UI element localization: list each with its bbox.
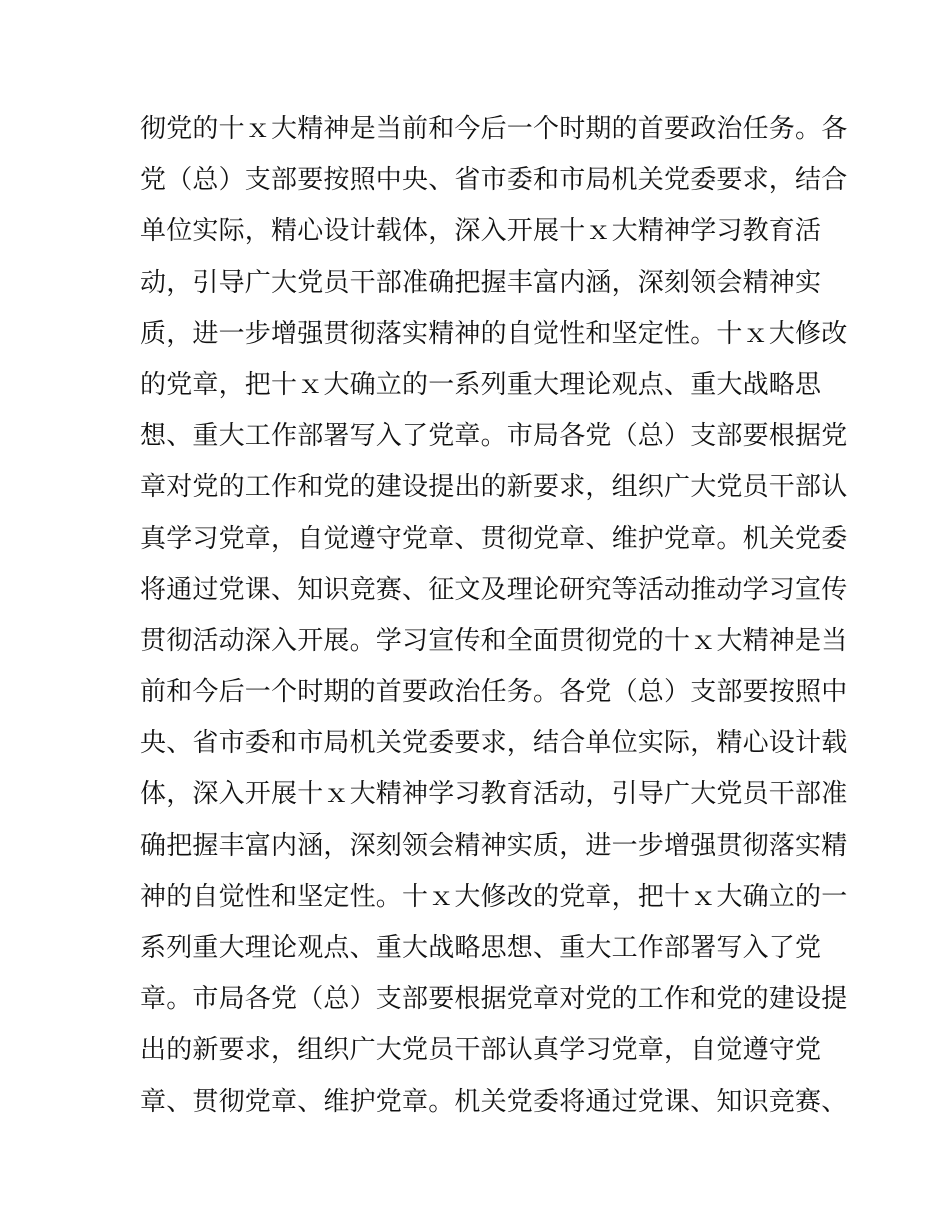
text-line-1: 彻党的十ｘ大精神是当前和今后一个时期的首要政治任务。各 [140, 114, 848, 144]
text-line-9: 真学习党章，自觉遵守党章、贯彻党章、维护党章。机关党委 [140, 523, 848, 554]
text-line-6: 的党章，把十ｘ大确立的一系列重大理论观点、重大战略思 [140, 369, 822, 400]
text-line-13: 央、省市委和市局机关党委要求，结合单位实际，精心设计载 [140, 728, 848, 759]
text-line-15: 确把握丰富内涵，深刻领会精神实质，进一步增强贯彻落实精 [140, 830, 848, 861]
text-line-14: 体，深入开展十ｘ大精神学习教育活动，引导广大党员干部准 [140, 779, 848, 810]
body-text [140, 104, 848, 1128]
text-line-4: 动，引导广大党员干部准确把握丰富内涵，深刻领会精神实 [140, 267, 822, 298]
text-line-10: 将通过党课、知识竞赛、征文及理论研究等活动推动学习宣传 [140, 574, 848, 605]
text-line-16: 神的自觉性和坚定性。十ｘ大修改的党章，把十ｘ大确立的一 [140, 881, 848, 912]
text-line-17: 系列重大理论观点、重大战略思想、重大工作部署写入了党 [140, 933, 822, 963]
text-line-5: 质，进一步增强贯彻落实精神的自觉性和坚定性。十ｘ大修改 [140, 318, 848, 349]
text-line-19: 出的新要求，组织广大党员干部认真学习党章，自觉遵守党 [140, 1035, 822, 1066]
text-line-18: 章。市局各党（总）支部要根据党章对党的工作和党的建设提 [140, 984, 848, 1015]
text-line-20: 章、贯彻党章、维护党章。机关党委将通过党课、知识竞赛、 [140, 1086, 848, 1117]
text-line-8: 章对党的工作和党的建设提出的新要求，组织广大党员干部认 [140, 472, 848, 503]
text-line-12: 前和今后一个时期的首要政治任务。各党（总）支部要按照中 [140, 677, 848, 708]
text-line-3: 单位实际，精心设计载体，深入开展十ｘ大精神学习教育活 [140, 216, 822, 247]
text-line-7: 想、重大工作部署写入了党章。市局各党（总）支部要根据党 [140, 421, 848, 452]
text-line-2: 党（总）支部要按照中央、省市委和市局机关党委要求，结合 [140, 165, 848, 196]
text-line-11: 贯彻活动深入开展。学习宣传和全面贯彻党的十ｘ大精神是当 [140, 625, 848, 656]
